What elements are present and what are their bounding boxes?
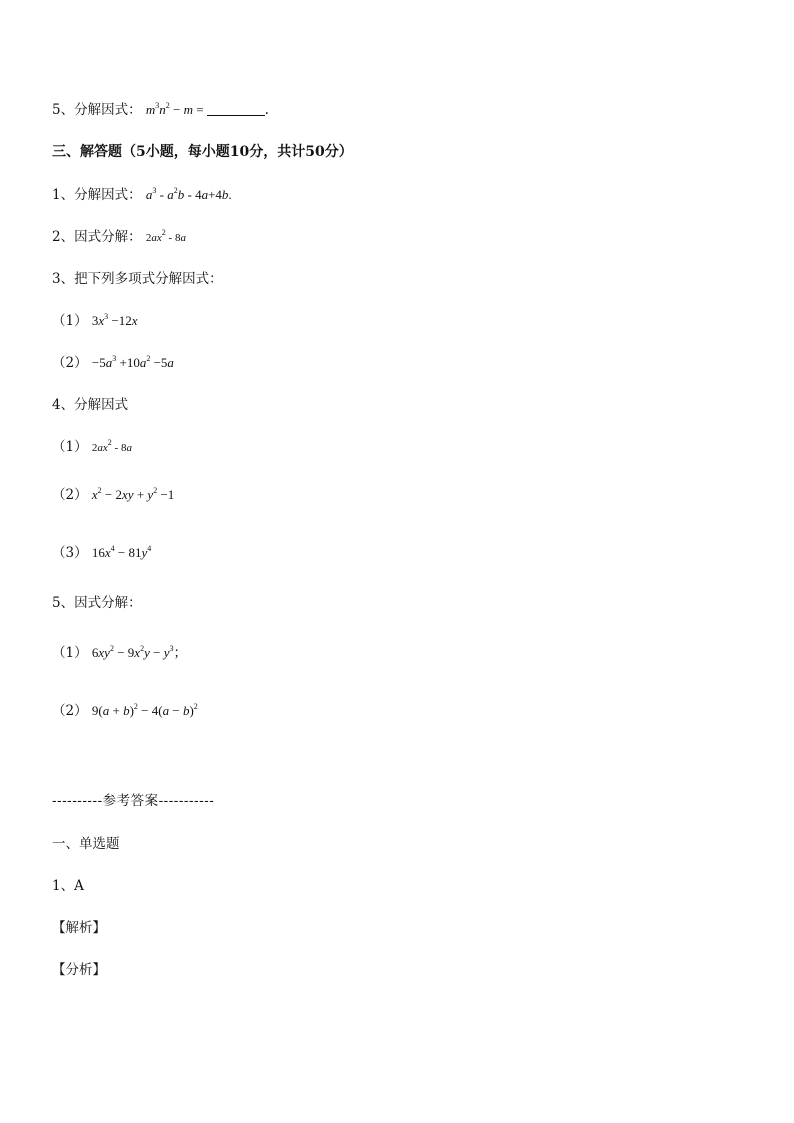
answer-key-title: 参考答案 <box>102 793 159 809</box>
problem-3-part-1 <box>52 312 138 330</box>
problem-3-part-2 <box>52 354 174 372</box>
math-expression: $6xy^2 - 9x^2y - y^3$ <box>91 644 174 660</box>
problem-5-part-1 <box>52 644 187 662</box>
problem-label: 1、分解因式： <box>52 187 142 203</box>
problem-2 <box>52 228 186 247</box>
answer-section-heading: 一、单选题 <box>52 836 120 852</box>
answer-1: 1、A <box>52 878 84 894</box>
problem-4: 4、分解因式 <box>52 397 129 413</box>
part-label: （1） <box>52 313 88 329</box>
answer-blank <box>207 103 265 116</box>
problem-5-part-2 <box>52 702 198 720</box>
problem-4-part-1 <box>52 438 132 457</box>
question-label: 5、分解因式： <box>52 102 142 118</box>
problem-4-part-3 <box>52 544 151 562</box>
math-expression: $m^3n^2 - m$ = <box>145 101 204 117</box>
math-expression: $16x^4 - 81y^4$ <box>91 544 152 560</box>
math-expression: $a^3 - a^2b - 4a+4b$. <box>145 186 232 202</box>
question-5-fill <box>52 101 269 119</box>
math-expression: $-5a^3 +10a^2 -5a$ <box>91 354 174 370</box>
math-expression: $9(a + b)^2 - 4(a - b)^2$ <box>91 702 198 718</box>
part-label: （3） <box>52 545 88 561</box>
part-label: （1） <box>52 645 88 661</box>
problem-5: 5、因式分解： <box>52 595 142 611</box>
math-expression: $3x^3 -12x$ <box>91 312 138 328</box>
part-label: （2） <box>52 703 88 719</box>
part-label: （2） <box>52 487 88 503</box>
divider-dashes-left: ---------- <box>52 793 103 809</box>
explanation-label: 【分析】 <box>52 962 106 978</box>
semicolon: ； <box>173 645 187 661</box>
problem-label: 2、因式分解： <box>52 229 142 245</box>
period: . <box>264 102 269 118</box>
part-label: （2） <box>52 355 88 371</box>
answer-key-divider <box>52 792 214 810</box>
math-expression: $2ax^2 - 8a$ <box>91 438 132 454</box>
analysis-label: 【解析】 <box>52 920 106 936</box>
section-heading: 三、解答题（5小题，每小题10分，共计50分） <box>52 144 353 160</box>
math-expression: $2ax^2 - 8a$ <box>145 228 186 244</box>
problem-3: 3、把下列多项式分解因式： <box>52 271 223 287</box>
divider-dashes-right: ----------- <box>158 793 215 809</box>
part-label: （1） <box>52 439 88 455</box>
math-expression: $x^2 - 2xy + y^2 -1$ <box>91 486 175 502</box>
problem-1 <box>52 186 232 204</box>
problem-4-part-2 <box>52 486 174 504</box>
